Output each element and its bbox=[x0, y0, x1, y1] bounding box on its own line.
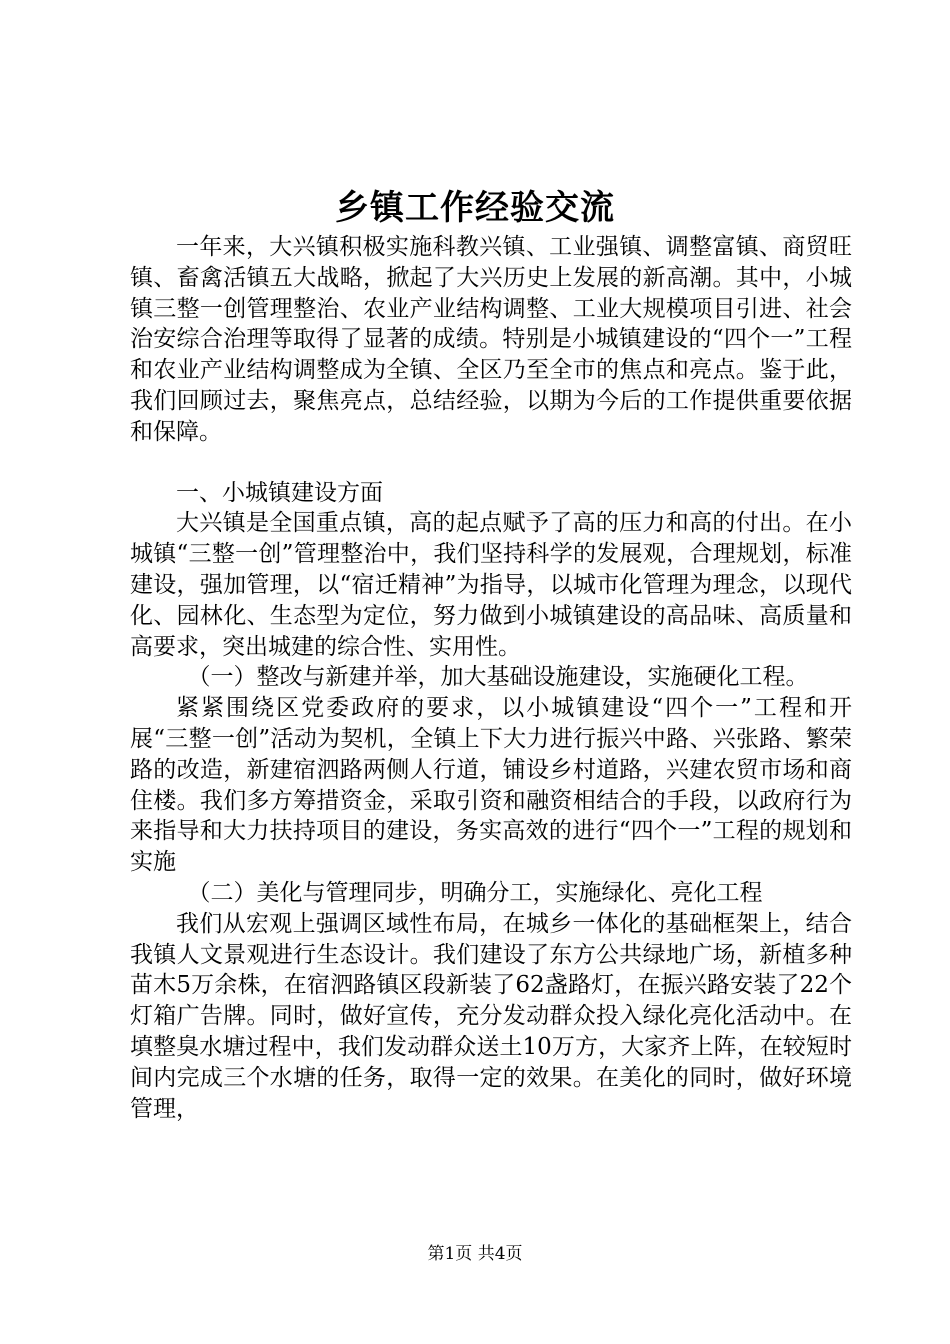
subsection-heading: （一）整改与新建并举，加大基础设施建设，实施硬化工程。 bbox=[187, 664, 809, 691]
document-body bbox=[130, 232, 852, 1124]
intro-paragraph: 一年来，大兴镇积极实施科教兴镇、工业强镇、调整富镇、商贸旺镇、畜禽活镇五大战略，掀起了大兴历史上发展的新高潮。其中，小城镇三整一创管理整治、农业产业结构调整、工业大规模项目引进、社会治安综合治理等取得了显著的成绩。特别是小城镇建设的“四个一”工程和农业产业结构调整成为全镇、全区乃至全市的焦点和亮点。鉴于此，我们回顾过去，聚焦亮点，总结经验，以期为今后的工作提供重要依据和保障。 bbox=[130, 234, 852, 445]
section-paragraph: 大兴镇是全国重点镇，高的起点赋予了高的压力和高的付出。在小城镇“三整一创”管理整治中，我们坚持科学的发展观，合理规划，标准建设，强加管理，以“宿迁精神”为指导，以城市化管理为理念，以现代化、园林化、生态型为定位，努力做到小城镇建设的高品味、高质量和高要求，突出城建的综合性、实用性。 bbox=[130, 510, 852, 660]
subsection-heading: （二）美化与管理同步，明确分工，实施绿化、亮化工程 bbox=[187, 879, 763, 906]
page-number: 第1页 共4页 bbox=[427, 1244, 523, 1264]
document-title: 乡镇工作经验交流 bbox=[335, 188, 615, 228]
subsection-paragraph: 我们从宏观上强调区域性布局，在城乡一体化的基础框架上，结合我镇人文景观进行生态设计。我们建设了东方公共绿地广场，新植多种苗木5万余株，在宿泗路镇区段新装了62盏路灯，在振兴路安装了22个灯箱广告牌。同时，做好宣传，充分发动群众投入绿化亮化活动中。在填整臭水塘过程中，我们发动群众送土10万方，大家齐上阵，在较短时间内完成三个水塘的任务，取得一定的效果。在美化的同时，做好环境管理， bbox=[130, 910, 852, 1122]
section-heading: 一、小城镇建设方面 bbox=[176, 479, 383, 506]
subsection-paragraph: 紧紧围绕区党委政府的要求，以小城镇建设“四个一”工程和开展“三整一创”活动为契机，全镇上下大力进行振兴中路、兴张路、繁荣路的改造，新建宿泗路两侧人行道，铺设乡村道路，兴建农贸市场和商住楼。我们多方筹措资金，采取引资和融资相结合的手段，以政府行为来指导和大力扶持项目的建设，务实高效的进行“四个一”工程的规划和实施 bbox=[130, 695, 852, 876]
